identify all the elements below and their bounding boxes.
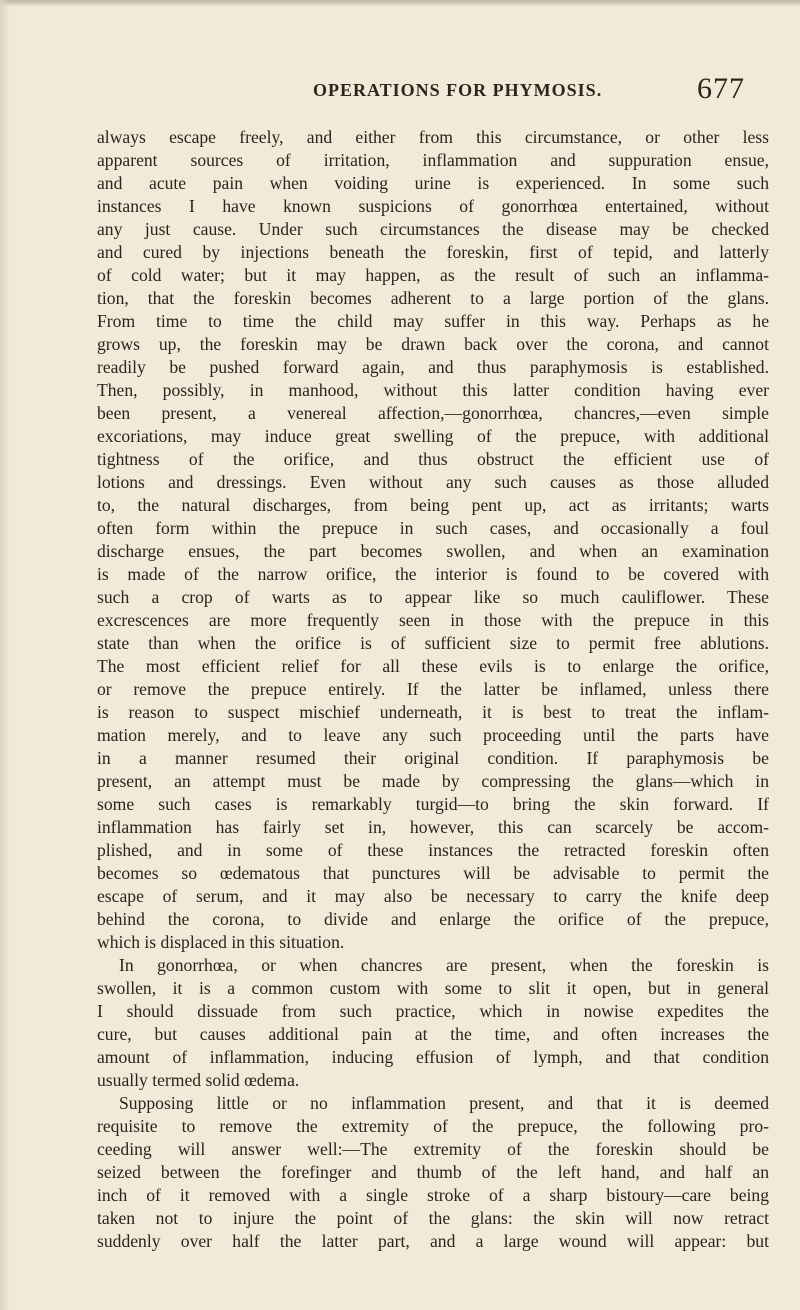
paragraph-end-line: which is displaced in this situation.: [97, 932, 345, 952]
text-line: cure, but causes additional pain at the time, and often increases the: [97, 1024, 769, 1044]
paragraph-end-line: usually termed solid œdema.: [97, 1070, 300, 1090]
text-line: amount of inflammation, inducing effusion of lymph, and that condition: [97, 1047, 769, 1067]
text-line: seized between the forefinger and thumb of the left hand, and half an: [97, 1162, 769, 1182]
text-line: is reason to suspect mischief underneath, it is best to treat the inflam-: [97, 702, 769, 722]
page-number: 677: [697, 72, 745, 105]
text-line: some such cases is remarkably turgid—to bring the skin forward. If: [97, 794, 769, 814]
text-line: plished, and in some of these instances the retracted foreskin often: [97, 840, 769, 860]
text-line: grows up, the foreskin may be drawn back over the corona, and cannot: [97, 334, 769, 354]
text-line: to, the natural discharges, from being pent up, act as irritants; warts: [97, 495, 769, 515]
text-line: swollen, it is a common custom with some to slit it open, but in general: [97, 978, 769, 998]
text-line: often form within the prepuce in such cases, and occasionally a foul: [97, 518, 769, 538]
text-line: excoriations, may induce great swelling of the prepuce, with additional: [97, 426, 769, 446]
text-line: Then, possibly, in manhood, without this latter condition having ever: [97, 380, 769, 400]
text-line: From time to time the child may suffer in this way. Perhaps as he: [97, 311, 769, 331]
text-line: been present, a venereal affection,—gonorrhœa, chancres,—even simple: [97, 403, 769, 423]
text-line: inch of it removed with a single stroke of a sharp bistoury—care being: [97, 1185, 769, 1205]
text-line: instances I have known suspicions of gonorrhœa entertained, without: [97, 196, 769, 216]
text-line: discharge ensues, the part becomes swollen, and when an examination: [97, 541, 769, 561]
text-line: and cured by injections beneath the foreskin, first of tepid, and latterly: [97, 242, 769, 262]
text-line: inflammation has fairly set in, however, this can scarcely be accom-: [97, 817, 769, 837]
text-line: such a crop of warts as to appear like so much cauliflower. These: [97, 587, 769, 607]
text-line: always escape freely, and either from this circumstance, or other less: [97, 127, 769, 147]
text-line: excrescences are more frequently seen in those with the prepuce in this: [97, 610, 769, 630]
paragraph-start-line: Supposing little or no inflammation present, and that it is deemed: [119, 1093, 769, 1113]
text-line: or remove the prepuce entirely. If the latter be inflamed, unless there: [97, 679, 769, 699]
text-line: The most efficient relief for all these evils is to enlarge the orifice,: [97, 656, 769, 676]
text-line: tightness of the orifice, and thus obstruct the efficient use of: [97, 449, 769, 469]
text-line: suddenly over half the latter part, and a large wound will appear: but: [97, 1231, 769, 1251]
text-line: escape of serum, and it may also be necessary to carry the knife deep: [97, 886, 769, 906]
text-line: I should dissuade from such practice, which in nowise expedites the: [97, 1001, 769, 1021]
text-line: present, an attempt must be made by compressing the glans—which in: [97, 771, 769, 791]
text-line: becomes so œdematous that punctures will be advisable to permit the: [97, 863, 769, 883]
text-line: taken not to injure the point of the glans: the skin will now retract: [97, 1208, 769, 1228]
text-line: of cold water; but it may happen, as the result of such an inflamma-: [97, 265, 769, 285]
text-line: behind the corona, to divide and enlarge the orifice of the prepuce,: [97, 909, 769, 929]
text-line: in a manner resumed their original condition. If paraphymosis be: [97, 748, 769, 768]
text-line: requisite to remove the extremity of the prepuce, the following pro-: [97, 1116, 769, 1136]
text-line: state than when the orifice is of sufficient size to permit free ablutions.: [97, 633, 769, 653]
text-line: readily be pushed forward again, and thus paraphymosis is established.: [97, 357, 769, 377]
running-title: OPERATIONS FOR PHYMOSIS.: [313, 80, 603, 100]
text-line: is made of the narrow orifice, the interior is found to be covered with: [97, 564, 769, 584]
running-head: [150, 72, 770, 105]
paragraph-start-line: In gonorrhœa, or when chancres are present, when the foreskin is: [119, 955, 769, 975]
text-line: lotions and dressings. Even without any such causes as those alluded: [97, 472, 769, 492]
body-text: [97, 126, 769, 1253]
text-line: ceeding will answer well:—The extremity of the foreskin should be: [97, 1139, 769, 1159]
text-line: tion, that the foreskin becomes adherent to a large portion of the glans.: [97, 288, 769, 308]
text-line: apparent sources of irritation, inflammation and suppuration ensue,: [97, 150, 769, 170]
text-line: mation merely, and to leave any such proceeding until the parts have: [97, 725, 769, 745]
text-line: and acute pain when voiding urine is experienced. In some such: [97, 173, 769, 193]
text-line: any just cause. Under such circumstances the disease may be checked: [97, 219, 769, 239]
